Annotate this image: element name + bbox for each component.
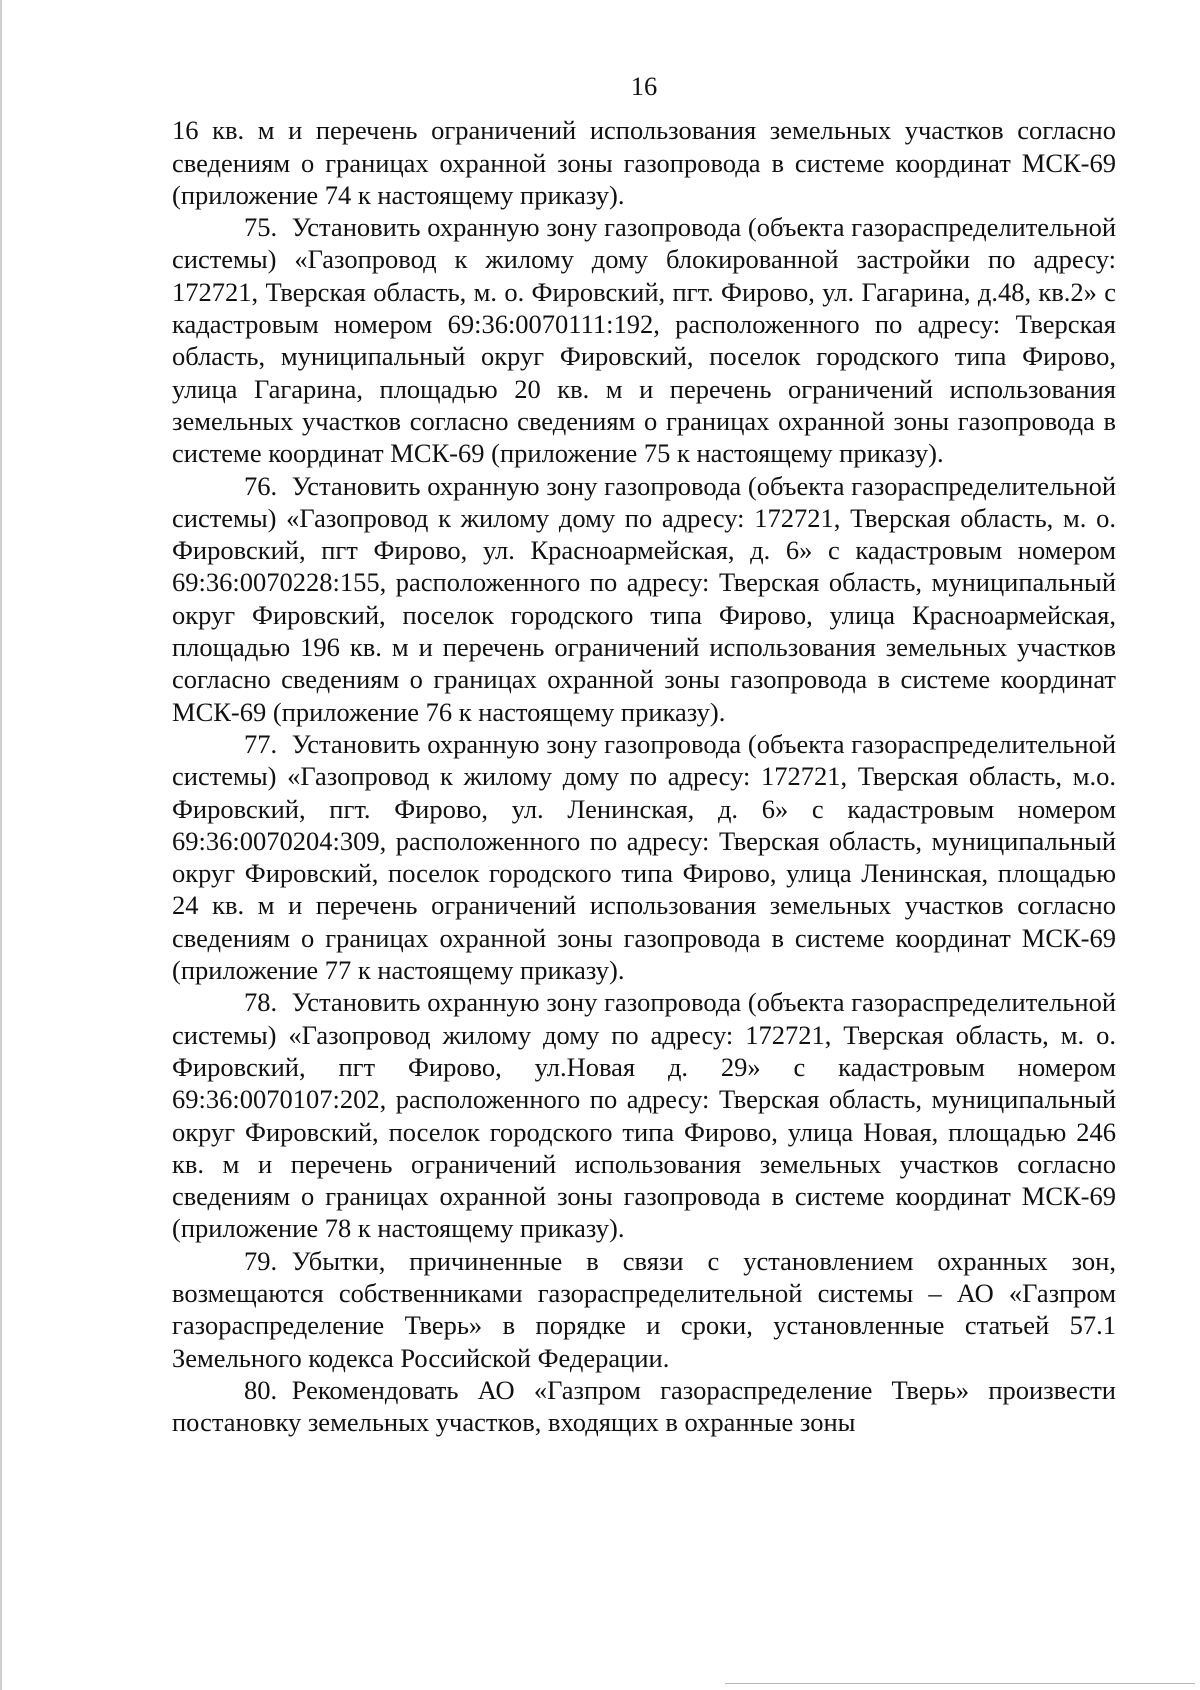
paragraph-item-80 [172, 1374, 1116, 1439]
item-number: 79. [244, 1245, 278, 1276]
page-number: 16 [630, 71, 658, 101]
paragraph-text: Убытки, причиненные в связи с установлением охранных зон, возмещаются собственниками газораспределительной системы – АО «Газпром газораспределение Тверь» в порядке и сроки, установленные статьей 57.1 Земельного кодекса Российской Федерации. [172, 1245, 1116, 1373]
item-number: 76. [244, 470, 278, 501]
item-number: 80. [244, 1374, 278, 1405]
paragraph-text: Рекомендовать АО «Газпром газораспределение Тверь» произвести постановку земельных участков, входящих в охранные зоны [172, 1374, 1116, 1438]
paragraph-item-77 [172, 728, 1116, 986]
paragraph-text: Установить охранную зону газопровода (объекта газораспределительной системы) «Газопровод к жилому дому блокированной застройки по адресу: 172721, Тверская область, м. о. Фировский, пгт. Фирово, ул. Гагарина, д.48, кв.2» с кадастровым номером 69:36:0070111:192, расположенного по адресу: Тверская область, муниципальный округ Фировский, поселок городского типа Фирово, улица Гагарина, площадью 20 кв. м и перечень ограничений использования земельных участков согласно сведениям о границах охранной зоны газопровода в системе координат МСК-69 (приложение 75 к настоящему приказу). [172, 212, 1116, 469]
scan-left-edge [0, 0, 2, 1690]
paragraph-text: Установить охранную зону газопровода (объекта газораспределительной системы) «Газопровод к жилому дому по адресу: 172721, Тверская область, м. о. Фировский, пгт Фирово, ул. Красноармейская, д. 6» с кадастровым номером 69:36:0070228:155, расположенного по адресу: Тверская область, муниципальный округ Фировский, поселок городского типа Фирово, улица Красноармейская, площадью 196 кв. м и перечень ограничений использования земельных участков согласно сведениям о границах охранной зоны газопровода в системе координат МСК-69 (приложение 76 к настоящему приказу). [172, 470, 1116, 727]
paragraph-continuation [172, 114, 1116, 211]
paragraph-text: Установить охранную зону газопровода (объекта газораспределительной системы) «Газопровод к жилому дому по адресу: 172721, Тверская область, м.о. Фировский, пгт. Фирово, ул. Ленинская, д. 6» с кадастровым номером 69:36:0070204:309, расположенного по адресу: Тверская область, муниципальный округ Фировский, поселок городского типа Фирово, улица Ленинская, площадью 24 кв. м и перечень ограничений использования земельных участков согласно сведениям о границах охранной зоны газопровода в системе координат МСК-69 (приложение 77 к настоящему приказу). [172, 728, 1116, 986]
paragraph-item-75 [172, 211, 1116, 469]
paragraph-text: 16 кв. м и перечень ограничений использования земельных участков согласно сведениям о границах охранной зоны газопровода в системе координат МСК-69 (приложение 74 к настоящему приказу). [172, 115, 1116, 210]
item-number: 78. [244, 987, 278, 1018]
scan-bottom-rule [725, 1683, 1195, 1684]
item-number: 75. [244, 212, 278, 243]
paragraph-item-79 [172, 1245, 1116, 1374]
paragraph-item-78 [172, 986, 1116, 1244]
paragraph-text: Установить охранную зону газопровода (объекта газораспределительной системы) «Газопровод жилому дому по адресу: 172721, Тверская область, м. о. Фировский, пгт Фирово, ул.Новая д. 29» с кадастровым номером 69:36:0070107:202, расположенного по адресу: Тверская область, муниципальный округ Фировский, поселок городского типа Фирово, улица Новая, площадью 246 кв. м и перечень ограничений использования земельных участков согласно сведениям о границах охранной зоны газопровода в системе координат МСК-69 (приложение 78 к настоящему приказу). [172, 987, 1116, 1244]
document-page [172, 70, 1116, 1438]
paragraph-item-76 [172, 470, 1116, 728]
item-number: 77. [244, 728, 278, 759]
